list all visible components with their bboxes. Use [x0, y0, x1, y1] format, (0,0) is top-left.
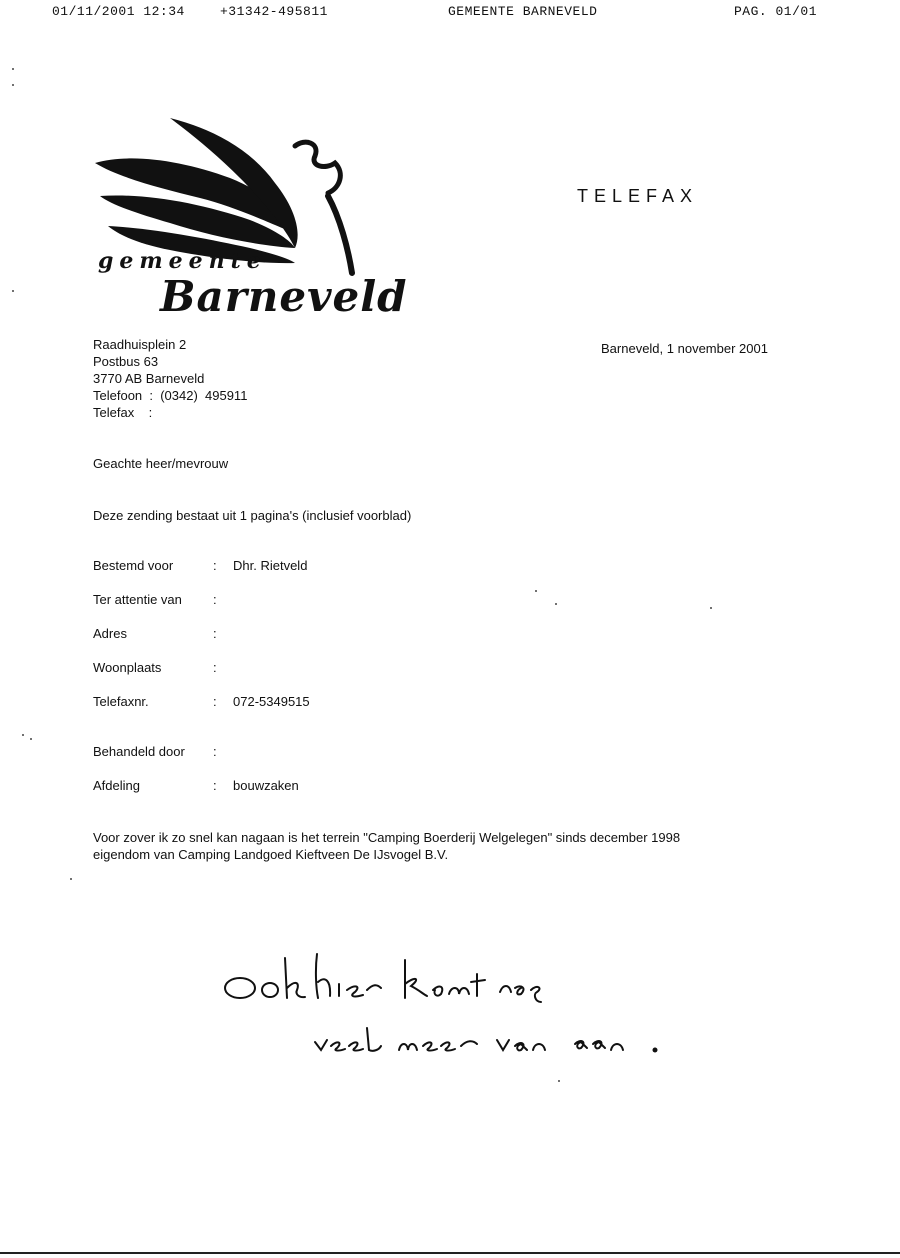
logo-word-gemeente: gemeente	[98, 248, 267, 274]
scan-speck	[22, 734, 24, 736]
address-fax: Telefax :	[93, 405, 153, 420]
field-colon: :	[213, 744, 217, 759]
fax-sender-number: +31342-495811	[220, 4, 328, 19]
field-label-adres: Adres	[93, 626, 127, 641]
handwritten-note-drawing	[215, 950, 685, 1065]
letter-date: Barneveld, 1 november 2001	[601, 341, 768, 356]
address-phone: Telefoon : (0342) 495911	[93, 388, 248, 403]
scan-speck	[710, 607, 712, 609]
field-colon: :	[213, 660, 217, 675]
field-colon: :	[213, 694, 217, 709]
scan-speck	[12, 84, 14, 86]
field-label-ter-attentie-van: Ter attentie van	[93, 592, 182, 607]
fax-datetime: 01/11/2001 12:34	[52, 4, 185, 19]
salutation: Geachte heer/mevrouw	[93, 456, 229, 471]
field-value-afdeling: bouwzaken	[233, 778, 299, 793]
fax-bottom-edge	[0, 1252, 900, 1254]
scan-speck	[70, 878, 72, 880]
sender-address	[93, 336, 247, 421]
logo-word-barneveld: Barneveld	[160, 272, 408, 321]
pages-note: Deze zending bestaat uit 1 pagina's (inclusief voorblad)	[93, 508, 412, 523]
field-colon: :	[213, 778, 217, 793]
field-colon: :	[213, 558, 217, 573]
field-colon: :	[213, 592, 217, 607]
field-value-bestemd-voor: Dhr. Rietveld	[233, 558, 308, 573]
scan-speck	[30, 738, 32, 740]
field-value-telefaxnr: 072-5349515	[233, 694, 310, 709]
field-label-behandeld-door: Behandeld door	[93, 744, 185, 759]
address-city: 3770 AB Barneveld	[93, 371, 205, 386]
fax-page-count: PAG. 01/01	[734, 4, 818, 19]
scan-speck	[535, 590, 537, 592]
document-title: TELEFAX	[577, 186, 699, 206]
field-label-afdeling: Afdeling	[93, 778, 140, 793]
scan-speck	[558, 1080, 560, 1082]
message-paragraph	[93, 829, 733, 863]
scan-speck	[12, 290, 14, 292]
scan-speck	[555, 603, 557, 605]
fax-sender-name: GEMEENTE BARNEVELD	[448, 4, 598, 19]
scan-speck	[12, 68, 14, 70]
address-street: Raadhuisplein 2	[93, 337, 187, 352]
address-postbus: Postbus 63	[93, 354, 159, 369]
field-label-telefaxnr: Telefaxnr.	[93, 694, 149, 709]
message-line-2: eigendom van Camping Landgoed Kieftveen De IJsvogel B.V.	[93, 847, 449, 862]
field-label-bestemd-voor: Bestemd voor	[93, 558, 174, 573]
field-label-woonplaats: Woonplaats	[93, 660, 162, 675]
field-colon: :	[213, 626, 217, 641]
message-line-1: Voor zover ik zo snel kan nagaan is het terrein "Camping Boerderij Welgelegen" sinds december 1998	[93, 830, 681, 845]
